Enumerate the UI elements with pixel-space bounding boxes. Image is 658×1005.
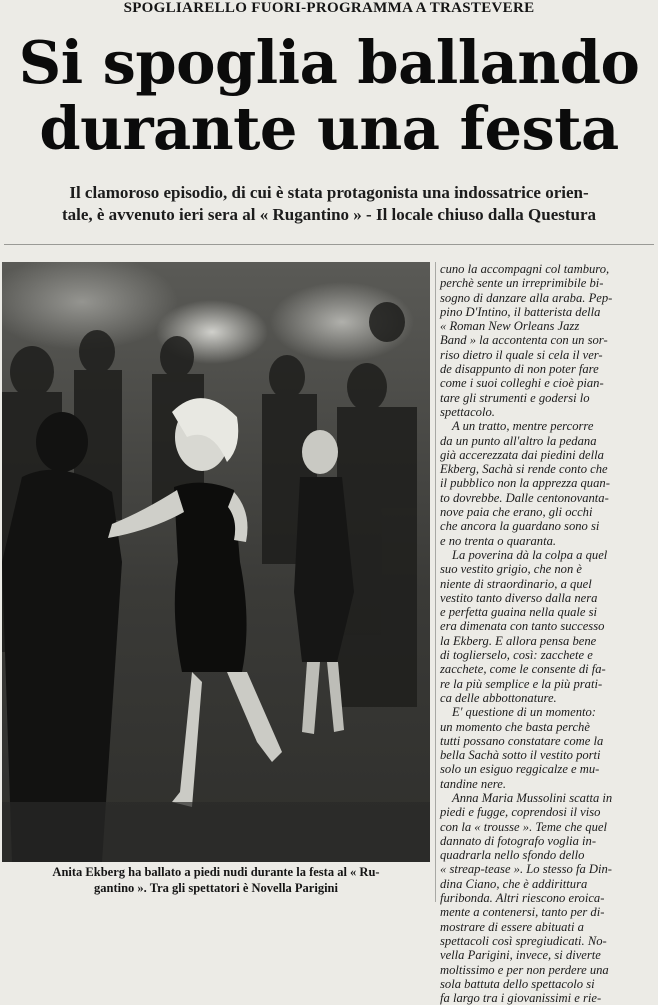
article-line: moltissimo e per non perdere una bbox=[440, 962, 609, 977]
article-line: tare gli strumenti e godersi lo bbox=[440, 390, 590, 405]
article-line: Band » la accontenta con un sor- bbox=[440, 333, 608, 348]
article-line: sola battuta dello spettacolo si bbox=[440, 976, 595, 991]
article-line: un momento che basta perchè bbox=[440, 719, 590, 734]
article-line: vestito tanto diverso dalla nera bbox=[440, 590, 598, 605]
article-line: pino D'Intino, il batterista della bbox=[440, 304, 601, 319]
subheadline-line-1: Il clamoroso episodio, di cui è stata protagonista una indossatrice orien- bbox=[69, 183, 589, 202]
article-line: tutti possano constatare come la bbox=[440, 733, 604, 748]
article-line: A un tratto, mentre percorre bbox=[452, 419, 594, 434]
article-line: bella Sachà sotto il vestito porti bbox=[440, 748, 601, 763]
article-line: dina Ciano, che è addirittura bbox=[440, 876, 588, 891]
article-line: e perfetta guaina nella quale si bbox=[440, 605, 598, 620]
article-line: come i suoi colleghi e cioè pian- bbox=[440, 376, 604, 391]
photo-caption bbox=[4, 864, 428, 896]
article-line: E' questione di un momento: bbox=[452, 705, 596, 720]
article-line: perchè sente un irreprimibile bi- bbox=[440, 276, 604, 291]
article-line: to dovrebbe. Dalle centonovanta- bbox=[440, 490, 609, 505]
article-line: già accerezzata dai piedini della bbox=[440, 447, 604, 462]
article-line: con la « trousse ». Teme che quel bbox=[440, 819, 607, 834]
article-line: dannato di fotografo voglia in- bbox=[440, 833, 597, 848]
article-line: la Ekberg. E allora pensa bene bbox=[440, 633, 597, 648]
article-line: re la più semplice e la più prati- bbox=[440, 676, 603, 691]
divider bbox=[4, 244, 654, 245]
news-photo bbox=[2, 262, 430, 862]
article-column bbox=[440, 262, 654, 1005]
article-line: sogno di danzare alla araba. Pep- bbox=[440, 290, 613, 305]
article-line: furibonda. Altri riescono eroica- bbox=[440, 891, 605, 906]
article-line: Ekberg, Sachà si rende conto che bbox=[440, 462, 608, 477]
article-line: zacchete, come le consente di fa- bbox=[440, 662, 606, 677]
caption-line-1: Anita Ekberg ha ballato a piedi nudi durante la festa al « Ru- bbox=[52, 865, 380, 879]
article-line: suo vestito grigio, che non è bbox=[440, 562, 583, 577]
article-line: da un punto all'altro la pedana bbox=[440, 433, 597, 448]
article-line: che ancora la guardano sono si bbox=[440, 519, 600, 534]
headline-line-2: durante una festa bbox=[39, 94, 619, 163]
article-line: nove paia che erano, gli occhi bbox=[440, 505, 593, 520]
kicker: SPOGLIARELLO FUORI-PROGRAMMA A TRASTEVERE bbox=[123, 0, 535, 16]
article-line: niente di straordinario, a quel bbox=[440, 576, 592, 591]
article-line: ca delle abbottonature. bbox=[440, 690, 557, 705]
article-line: solo un esiguo reggicalze e mu- bbox=[440, 762, 600, 777]
article-line: mostrare di essere abituati a bbox=[440, 919, 584, 934]
column-divider bbox=[435, 262, 436, 902]
photo-illustration bbox=[2, 262, 430, 862]
article-line: di toglierselo, così: zacchete e bbox=[440, 648, 593, 663]
article-line: e no trenta o quaranta. bbox=[440, 533, 557, 548]
article-line: spettacolo. bbox=[440, 404, 495, 419]
caption-line-2: gantino ». Tra gli spettatori è Novella Parigini bbox=[94, 881, 338, 895]
article-line: cuno la accompagni col tamburo, bbox=[440, 262, 610, 276]
article-line: de disappunto di non poter fare bbox=[440, 362, 599, 377]
article-line: era dimenata con tanto successo bbox=[440, 619, 605, 634]
article-line: Anna Maria Mussolini scatta in bbox=[452, 790, 613, 805]
subheadline bbox=[0, 182, 658, 226]
subheadline-line-2: tale, è avvenuto ieri sera al « Rugantino » - Il locale chiuso dalla Questura bbox=[61, 205, 597, 224]
article-line: mente a contenersi, tanto per di- bbox=[440, 905, 605, 920]
article-line: vella Parigini, invece, si diverte bbox=[440, 948, 601, 963]
article-line: fa largo tra i giovanissimi e rie- bbox=[440, 991, 602, 1005]
article-line: « streap-tease ». Lo stesso fa Din- bbox=[440, 862, 612, 877]
headline-line-1: Si spoglia ballando bbox=[18, 28, 640, 97]
article-line: tandine nere. bbox=[440, 776, 506, 791]
article-line: La poverina dà la colpa a quel bbox=[452, 547, 608, 562]
article-line: quadrarla nello sfondo dello bbox=[440, 848, 585, 863]
article-line: « Roman New Orleans Jazz bbox=[440, 319, 580, 334]
article-line: spettacoli così spregiudicati. No- bbox=[440, 933, 607, 948]
article-line: il pubblico non la apprezza quan- bbox=[440, 476, 610, 491]
article-line: riso dietro il quale si cela il ver- bbox=[440, 347, 603, 362]
article-line: piedi e fugge, coprendosi il viso bbox=[440, 805, 601, 820]
